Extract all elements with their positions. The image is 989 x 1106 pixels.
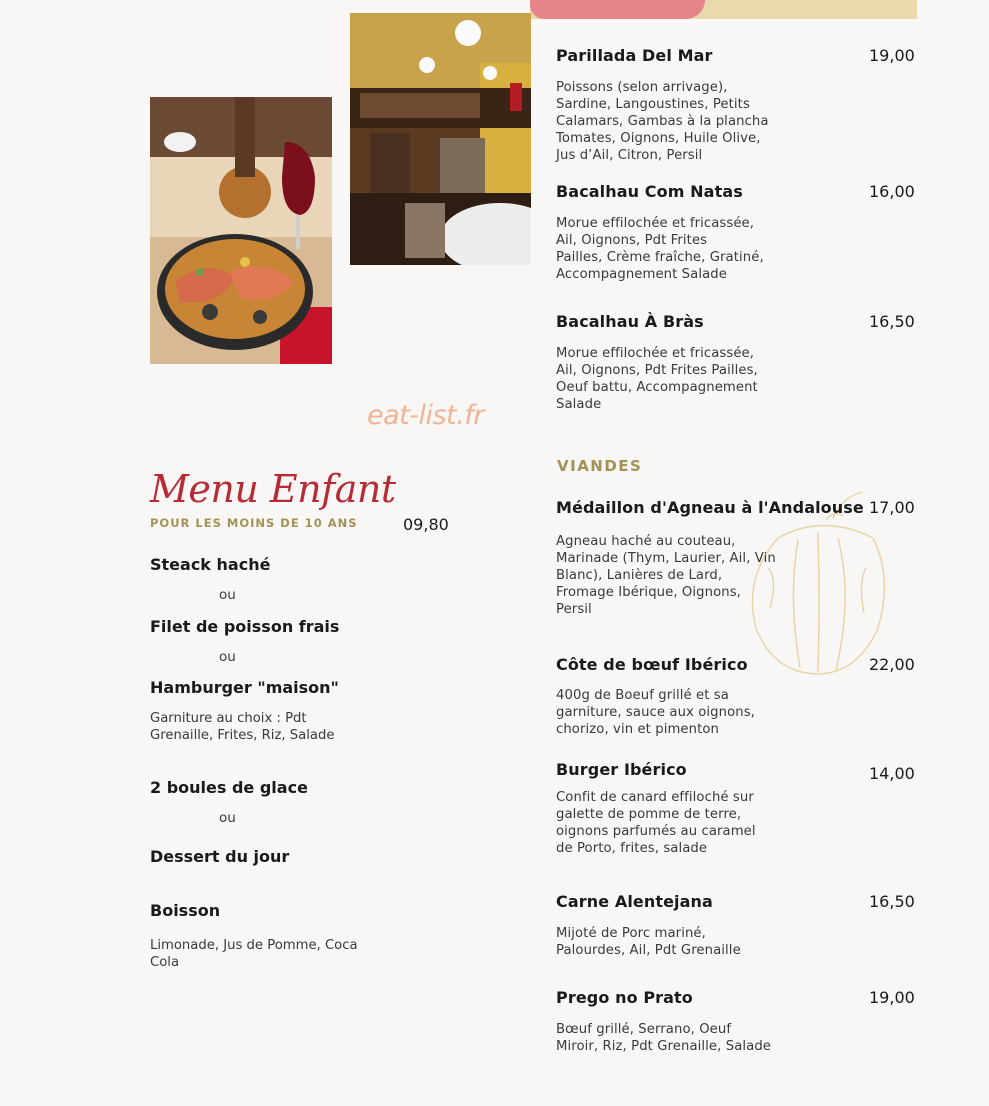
item-name-parillada: Parillada Del Mar <box>556 46 713 65</box>
kids-dessert-ice-cream: 2 boules de glace <box>150 778 308 797</box>
kids-menu-title: Menu Enfant <box>150 467 396 511</box>
restaurant-photo <box>350 13 531 265</box>
kids-main-hamburger: Hamburger "maison" <box>150 678 339 697</box>
item-name-burger-iberico: Burger Ibérico <box>556 760 687 779</box>
section-title-viandes: VIANDES <box>557 457 643 475</box>
item-desc-burger-iberico: Confit de canard effiloché sur galette de pomme de terre, oignons parfumés au caramel de Porto, frites, salade <box>556 790 756 856</box>
item-name-medaillon-agneau: Médaillon d'Agneau à l'Andalouse <box>556 498 864 517</box>
item-name-bacalhau-bras: Bacalhau À Bràs <box>556 312 704 331</box>
item-name-bacalhau-natas: Bacalhau Com Natas <box>556 182 743 201</box>
item-price-bacalhau-natas: 16,00 <box>869 182 915 201</box>
item-desc-prego-prato: Bœuf grillé, Serrano, Oeuf Miroir, Riz, Pdt Grenaille, Salade <box>556 1022 772 1054</box>
item-desc-cote-boeuf: 400g de Boeuf grillé et sa garniture, sauce aux oignons, chorizo, vin et pimenton <box>556 688 755 737</box>
top-decor-blob <box>530 0 705 19</box>
kids-or-3: ou <box>219 810 236 826</box>
item-price-carne-alentejana: 16,50 <box>869 892 915 911</box>
kids-menu-price: 09,80 <box>403 515 449 534</box>
item-desc-bacalhau-bras: Morue effilochée et fricassée, Ail, Oignons, Pdt Frites Pailles, Oeuf battu, Accompagnement Salade <box>556 346 758 412</box>
kids-dessert-du-jour: Dessert du jour <box>150 847 290 866</box>
item-name-carne-alentejana: Carne Alentejana <box>556 892 713 911</box>
item-price-cote-boeuf: 22,00 <box>869 655 915 674</box>
item-desc-medaillon-agneau: Agneau haché au couteau, Marinade (Thym, Laurier, Ail, Vin Blanc), Lanières de Lard, Fromage Ibérique, Oignons, Persil <box>556 534 776 617</box>
paella-photo <box>150 97 332 364</box>
item-price-bacalhau-bras: 16,50 <box>869 312 915 331</box>
item-price-parillada: 19,00 <box>869 46 915 65</box>
item-price-prego-prato: 19,00 <box>869 988 915 1007</box>
item-desc-parillada: Poissons (selon arrivage), Sardine, Langoustines, Petits Calamars, Gambas à la plancha Tomates, Oignons, Huile Olive, Jus d’Ail, Citron, Persil <box>556 80 769 163</box>
item-price-burger-iberico: 14,00 <box>869 764 915 783</box>
item-price-medaillon-agneau: 17,00 <box>869 498 915 517</box>
item-desc-carne-alentejana: Mijoté de Porc mariné, Palourdes, Ail, Pdt Grenaille <box>556 926 741 958</box>
kids-main-fish: Filet de poisson frais <box>150 617 340 636</box>
kids-garnish-desc: Garniture au choix : Pdt Grenaille, Frites, Riz, Salade <box>150 711 335 743</box>
kids-menu-subtitle: POUR LES MOINS DE 10 ANS <box>150 516 358 530</box>
kids-main-steak: Steack haché <box>150 555 271 574</box>
item-desc-bacalhau-natas: Morue effilochée et fricassée, Ail, Oignons, Pdt Frites Pailles, Crème fraîche, Gratiné, Accompagnement Salade <box>556 216 764 282</box>
kids-or-1: ou <box>219 587 236 603</box>
kids-drink-title: Boisson <box>150 901 221 920</box>
item-name-prego-prato: Prego no Prato <box>556 988 693 1007</box>
watermark: eat-list.fr <box>367 400 484 431</box>
item-name-cote-boeuf: Côte de bœuf Ibérico <box>556 655 748 674</box>
kids-or-2: ou <box>219 649 236 665</box>
kids-drink-desc: Limonade, Jus de Pomme, Coca Cola <box>150 938 358 970</box>
